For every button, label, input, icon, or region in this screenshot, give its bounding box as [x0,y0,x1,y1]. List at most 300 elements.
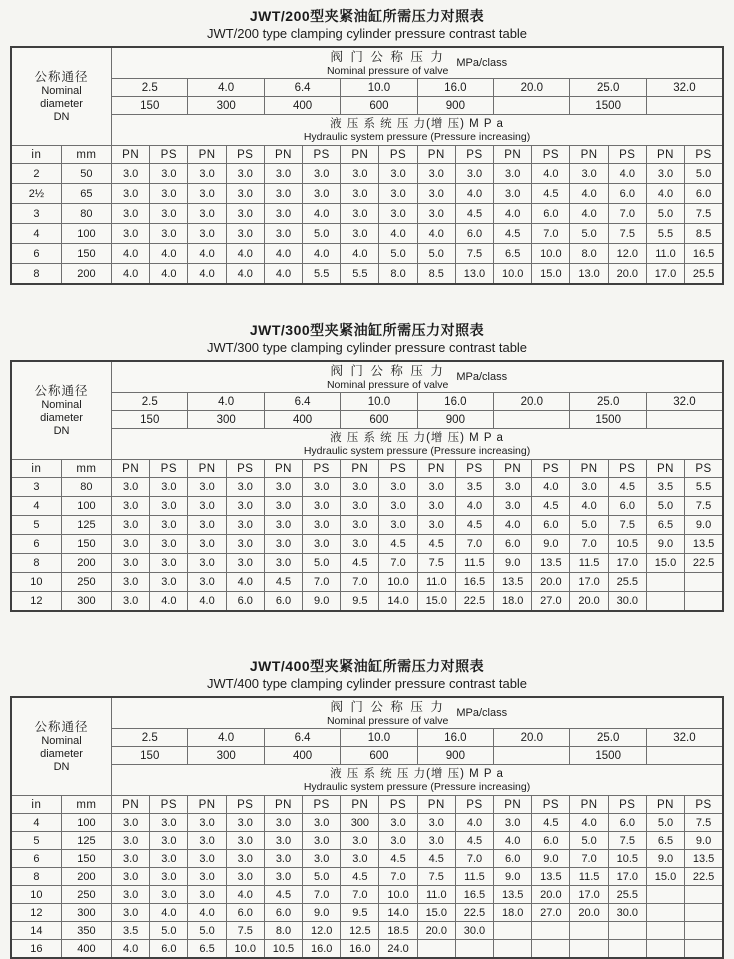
table-row [11,516,723,535]
cell-pressure-value: 3.0 [150,832,188,850]
cell-pressure-value: 3.0 [226,814,264,832]
cell-pressure-value: 3.0 [150,497,188,516]
cell-pressure-value: 5.0 [646,814,684,832]
cell-pressure-value [646,592,684,612]
cell-pressure-value: 3.0 [264,164,302,184]
cell-pressure-value: 3.0 [150,814,188,832]
col-header-ps: PS [455,460,493,478]
cell-pressure-value: 25.5 [685,264,723,285]
cell-pressure-value: 7.5 [608,516,646,535]
cell-pressure-value: 17.0 [570,886,608,904]
cell-pressure-value: 7.0 [455,850,493,868]
col-header-ps: PS [685,796,723,814]
section-jwt-300 [10,322,724,612]
cell-pressure-value: 4.5 [608,478,646,497]
hydraulic-pressure-zh: 液 压 系 统 压 力(增 压) M P a [330,118,504,130]
cell-pressure-value: 3.0 [150,204,188,224]
cell-pressure-value: 20.0 [417,922,455,940]
class-rating-value [646,97,723,115]
class-rating-value: 600 [341,411,417,429]
cell-diameter-mm: 300 [61,904,111,922]
cell-pressure-value: 3.0 [112,904,150,922]
cell-pressure-value: 4.0 [532,478,570,497]
cell-pressure-value: 8.0 [379,264,417,285]
cell-pressure-value: 20.0 [608,264,646,285]
class-rating-value [494,747,570,765]
cell-diameter-mm: 350 [61,922,111,940]
cell-pressure-value: 30.0 [608,592,646,612]
cell-diameter-in: 12 [11,904,61,922]
cell-pressure-value: 4.5 [532,497,570,516]
nominal-diameter-en-line: DN [53,110,70,123]
col-header-ps: PS [532,146,570,164]
cell-pressure-value: 8.0 [264,922,302,940]
cell-pressure-value: 3.5 [112,922,150,940]
class-rating-value: 300 [188,97,264,115]
cell-pressure-value: 10.5 [608,850,646,868]
cell-pressure-value: 5.0 [150,922,188,940]
col-header-pn: PN [264,460,302,478]
cell-pressure-value: 7.0 [341,886,379,904]
col-header-ps: PS [608,460,646,478]
cell-pressure-value: 18.0 [494,592,532,612]
cell-pressure-value: 3.0 [646,164,684,184]
cell-pressure-value: 3.0 [455,164,493,184]
cell-pressure-value: 8.5 [685,224,723,244]
cell-pressure-value [532,922,570,940]
col-header-ps: PS [608,146,646,164]
cell-pressure-value: 16.0 [341,940,379,959]
cell-pressure-value: 9.0 [303,904,341,922]
cell-pressure-value: 3.0 [417,164,455,184]
valve-pressure-en: Nominal pressure of valve [326,378,449,391]
valve-pressure-en: Nominal pressure of valve [326,64,449,77]
cell-diameter-in: 10 [11,886,61,904]
cell-pressure-value: 3.0 [112,850,150,868]
hydraulic-pressure-header [112,765,723,796]
class-rating-value [494,411,570,429]
cell-pressure-value: 3.0 [264,850,302,868]
cell-diameter-in: 3 [11,478,61,497]
cell-pressure-value: 6.0 [608,184,646,204]
cell-pressure-value: 3.0 [264,814,302,832]
cell-pressure-value: 10.0 [226,940,264,959]
cell-diameter-mm: 250 [61,886,111,904]
cell-diameter-mm: 50 [61,164,111,184]
cell-pressure-value: 13.5 [494,886,532,904]
cell-pressure-value: 4.5 [379,850,417,868]
cell-pressure-value: 4.0 [226,264,264,285]
cell-pressure-value: 3.0 [150,886,188,904]
cell-pressure-value [685,904,723,922]
cell-pressure-value: 30.0 [455,922,493,940]
cell-pressure-value: 3.0 [494,814,532,832]
cell-pressure-value [685,940,723,959]
cell-pressure-value: 3.0 [494,497,532,516]
cell-diameter-mm: 300 [61,592,111,612]
class-rating-value: 1500 [570,97,646,115]
cell-pressure-value: 3.0 [188,204,226,224]
cell-pressure-value: 4.5 [264,886,302,904]
cell-pressure-value [646,904,684,922]
cell-pressure-value: 14.0 [379,904,417,922]
cell-pressure-value: 6.0 [494,535,532,554]
nominal-diameter-zh: 公称通径 [34,719,89,734]
cell-pressure-value: 4.0 [303,204,341,224]
table-row [11,850,723,868]
cell-pressure-value: 10.0 [532,244,570,264]
cell-pressure-value: 4.0 [455,497,493,516]
cell-pressure-value: 3.0 [112,204,150,224]
cell-pressure-value [646,922,684,940]
cell-pressure-value: 3.0 [303,516,341,535]
cell-pressure-value: 20.0 [532,573,570,592]
cell-pressure-value: 4.0 [341,244,379,264]
cell-pressure-value: 7.5 [685,204,723,224]
pressure-class-value: 2.5 [112,729,188,747]
cell-pressure-value: 3.0 [150,478,188,497]
hydraulic-pressure-zh: 液 压 系 统 压 力(增 压) M P a [330,768,504,780]
cell-pressure-value: 3.0 [112,592,150,612]
pressure-class-value: 32.0 [646,79,723,97]
cell-pressure-value: 20.0 [570,904,608,922]
class-rating-value: 900 [417,411,493,429]
pressure-table-jwt-300 [10,360,724,612]
cell-pressure-value: 27.0 [532,904,570,922]
cell-pressure-value: 6.0 [608,497,646,516]
cell-pressure-value: 3.0 [150,516,188,535]
col-header-pn: PN [646,796,684,814]
cell-pressure-value: 9.0 [646,535,684,554]
table-row [11,886,723,904]
class-rating-value: 300 [188,411,264,429]
cell-pressure-value: 7.5 [455,244,493,264]
cell-pressure-value: 11.5 [455,868,493,886]
col-header-pn: PN [188,146,226,164]
table-row [11,554,723,573]
cell-pressure-value: 8.0 [570,244,608,264]
cell-pressure-value: 3.0 [112,573,150,592]
page-title-en: JWT/300 type clamping cylinder pressure contrast table [206,340,528,355]
cell-pressure-value: 3.0 [417,814,455,832]
cell-pressure-value: 3.0 [264,554,302,573]
class-rating-value: 150 [112,97,188,115]
cell-pressure-value: 3.0 [341,516,379,535]
col-header-pn: PN [341,796,379,814]
cell-pressure-value: 5.0 [570,516,608,535]
cell-pressure-value: 10.5 [608,535,646,554]
cell-pressure-value [608,922,646,940]
cell-pressure-value: 4.5 [455,516,493,535]
mpa-class-unit: MPa/class [456,57,508,69]
col-header-pn: PN [570,146,608,164]
col-header-mm: mm [61,146,111,164]
col-header-pn: PN [188,796,226,814]
cell-pressure-value: 18.0 [494,904,532,922]
cell-pressure-value: 3.0 [417,497,455,516]
cell-pressure-value: 7.0 [608,204,646,224]
pressure-class-value: 32.0 [646,393,723,411]
table-row [11,184,723,204]
cell-pressure-value: 3.0 [226,850,264,868]
cell-pressure-value: 3.0 [303,184,341,204]
cell-pressure-value: 3.0 [112,868,150,886]
valve-pressure-header [112,697,723,729]
pressure-class-value: 25.0 [570,729,646,747]
cell-pressure-value: 5.5 [303,264,341,285]
nominal-diameter-zh: 公称通径 [34,383,89,398]
table-row [11,264,723,285]
cell-diameter-mm: 100 [61,497,111,516]
cell-pressure-value: 3.0 [226,868,264,886]
cell-pressure-value: 4.0 [112,244,150,264]
cell-pressure-value: 15.0 [417,904,455,922]
col-header-pn: PN [417,460,455,478]
cell-pressure-value: 4.0 [188,244,226,264]
class-rating-value: 400 [264,97,340,115]
cell-pressure-value: 3.0 [226,478,264,497]
cell-pressure-value [417,940,455,959]
cell-pressure-value: 10.0 [494,264,532,285]
cell-pressure-value: 3.0 [112,184,150,204]
cell-pressure-value: 4.0 [150,244,188,264]
hydraulic-pressure-header [112,115,723,146]
cell-diameter-in: 16 [11,940,61,959]
col-header-in: in [11,460,61,478]
cell-pressure-value: 10.5 [264,940,302,959]
cell-pressure-value: 4.0 [532,164,570,184]
pressure-class-value: 16.0 [417,79,493,97]
col-header-mm: mm [61,460,111,478]
cell-pressure-value: 3.0 [303,535,341,554]
cell-pressure-value: 3.0 [226,497,264,516]
cell-pressure-value: 9.0 [494,554,532,573]
nominal-diameter-en-line: Nominal [41,734,82,747]
cell-pressure-value: 7.5 [608,832,646,850]
nominal-diameter-zh: 公称通径 [34,69,89,84]
cell-pressure-value: 4.0 [150,904,188,922]
cell-pressure-value: 22.5 [685,554,723,573]
cell-pressure-value: 3.0 [417,516,455,535]
col-header-pn: PN [417,146,455,164]
cell-pressure-value: 11.5 [570,554,608,573]
cell-pressure-value: 13.5 [685,850,723,868]
class-rating-value: 300 [188,747,264,765]
cell-pressure-value: 3.0 [150,850,188,868]
cell-pressure-value: 3.0 [188,850,226,868]
cell-pressure-value: 5.5 [685,478,723,497]
cell-pressure-value: 16.5 [685,244,723,264]
class-rating-value: 600 [341,97,417,115]
valve-pressure-header [112,361,723,393]
cell-pressure-value: 7.5 [417,868,455,886]
cell-pressure-value: 7.0 [379,554,417,573]
cell-pressure-value: 3.0 [226,204,264,224]
cell-diameter-mm: 125 [61,832,111,850]
nominal-diameter-header [11,47,112,146]
cell-diameter-mm: 100 [61,814,111,832]
cell-pressure-value: 5.0 [303,868,341,886]
cell-pressure-value [494,940,532,959]
cell-pressure-value: 9.0 [532,850,570,868]
cell-pressure-value: 3.0 [494,164,532,184]
cell-pressure-value: 3.0 [570,478,608,497]
cell-pressure-value [685,592,723,612]
class-rating-value: 150 [112,747,188,765]
cell-pressure-value: 5.0 [570,224,608,244]
cell-pressure-value: 9.0 [532,535,570,554]
cell-pressure-value: 6.0 [264,592,302,612]
cell-pressure-value: 3.0 [379,814,417,832]
nominal-diameter-en-line: Nominal [41,84,82,97]
table-row [11,940,723,959]
cell-pressure-value: 3.0 [341,224,379,244]
cell-pressure-value: 6.0 [532,516,570,535]
cell-pressure-value: 22.5 [455,592,493,612]
nominal-diameter-en-line: DN [53,424,70,437]
cell-pressure-value: 3.0 [188,832,226,850]
class-rating-value: 1500 [570,411,646,429]
cell-pressure-value: 9.0 [494,868,532,886]
cell-pressure-value: 4.0 [112,940,150,959]
col-header-ps: PS [150,796,188,814]
cell-pressure-value: 7.0 [532,224,570,244]
class-rating-value: 900 [417,747,493,765]
cell-pressure-value: 12.0 [303,922,341,940]
cell-pressure-value: 4.0 [494,204,532,224]
page-title-zh: JWT/200型夹紧油缸所需压力对照表 [249,8,485,24]
cell-pressure-value: 22.5 [455,904,493,922]
class-rating-value: 150 [112,411,188,429]
cell-pressure-value: 3.0 [150,868,188,886]
cell-pressure-value: 4.0 [570,497,608,516]
cell-pressure-value: 13.0 [455,264,493,285]
cell-pressure-value: 6.5 [646,832,684,850]
nominal-diameter-header [11,697,112,796]
col-header-pn: PN [494,146,532,164]
cell-pressure-value: 4.0 [608,164,646,184]
cell-pressure-value: 3.0 [264,516,302,535]
cell-pressure-value: 15.0 [417,592,455,612]
nominal-diameter-en-line: diameter [40,747,83,760]
cell-pressure-value: 3.0 [264,868,302,886]
cell-pressure-value: 13.5 [494,573,532,592]
cell-pressure-value: 5.0 [379,244,417,264]
cell-pressure-value: 3.0 [112,497,150,516]
cell-pressure-value: 4.5 [417,850,455,868]
cell-pressure-value: 6.0 [150,940,188,959]
cell-pressure-value: 3.0 [226,184,264,204]
pressure-class-value: 10.0 [341,393,417,411]
col-header-pn: PN [341,146,379,164]
cell-pressure-value: 3.0 [112,814,150,832]
table-row [11,592,723,612]
table-row [11,868,723,886]
col-header-pn: PN [494,460,532,478]
cell-diameter-in: 8 [11,264,61,285]
cell-pressure-value: 3.0 [379,832,417,850]
cell-pressure-value: 3.0 [303,497,341,516]
cell-diameter-mm: 125 [61,516,111,535]
valve-pressure-header [112,47,723,79]
cell-pressure-value: 4.0 [570,204,608,224]
cell-diameter-in: 5 [11,832,61,850]
class-rating-value [646,747,723,765]
cell-pressure-value: 9.5 [341,592,379,612]
cell-pressure-value: 3.0 [112,535,150,554]
cell-pressure-value [455,940,493,959]
cell-pressure-value: 3.0 [341,850,379,868]
pressure-class-value: 10.0 [341,79,417,97]
col-header-pn: PN [264,796,302,814]
cell-pressure-value: 4.5 [455,832,493,850]
class-rating-value: 900 [417,97,493,115]
section-jwt-200 [10,8,724,285]
cell-pressure-value: 5.0 [417,244,455,264]
col-header-ps: PS [685,460,723,478]
cell-pressure-value: 4.5 [379,535,417,554]
col-header-ps: PS [608,796,646,814]
cell-pressure-value: 5.0 [303,224,341,244]
cell-diameter-in: 2 [11,164,61,184]
cell-pressure-value: 7.0 [570,535,608,554]
cell-pressure-value: 3.0 [264,478,302,497]
cell-diameter-mm: 200 [61,554,111,573]
cell-pressure-value: 4.5 [494,224,532,244]
cell-pressure-value: 3.0 [379,164,417,184]
cell-pressure-value [608,940,646,959]
cell-pressure-value: 30.0 [608,904,646,922]
table-row [11,814,723,832]
cell-pressure-value: 3.0 [188,573,226,592]
cell-diameter-mm: 200 [61,868,111,886]
cell-pressure-value: 7.5 [608,224,646,244]
cell-diameter-in: 6 [11,850,61,868]
cell-pressure-value: 6.0 [532,204,570,224]
cell-pressure-value: 7.0 [455,535,493,554]
table-row [11,164,723,184]
cell-pressure-value: 3.0 [341,832,379,850]
cell-pressure-value: 6.5 [188,940,226,959]
cell-pressure-value: 4.0 [150,264,188,285]
cell-pressure-value: 3.0 [188,868,226,886]
cell-pressure-value: 4.0 [264,244,302,264]
cell-pressure-value: 3.0 [226,832,264,850]
col-header-ps: PS [532,796,570,814]
cell-pressure-value: 3.0 [341,535,379,554]
cell-pressure-value: 3.0 [112,164,150,184]
cell-pressure-value: 6.5 [646,516,684,535]
cell-pressure-value: 4.0 [570,814,608,832]
cell-pressure-value: 6.5 [494,244,532,264]
col-header-pn: PN [417,796,455,814]
cell-pressure-value: 10.0 [379,886,417,904]
cell-pressure-value: 4.0 [112,264,150,285]
cell-pressure-value: 3.0 [112,516,150,535]
cell-diameter-mm: 150 [61,535,111,554]
cell-pressure-value [494,922,532,940]
col-header-ps: PS [226,460,264,478]
cell-pressure-value: 4.0 [226,244,264,264]
nominal-diameter-en-line: DN [53,760,70,773]
cell-pressure-value: 3.0 [417,204,455,224]
cell-pressure-value: 4.0 [264,264,302,285]
class-rating-value [494,97,570,115]
cell-pressure-value: 15.0 [532,264,570,285]
col-header-pn: PN [264,146,302,164]
col-header-ps: PS [455,796,493,814]
cell-diameter-mm: 150 [61,850,111,868]
